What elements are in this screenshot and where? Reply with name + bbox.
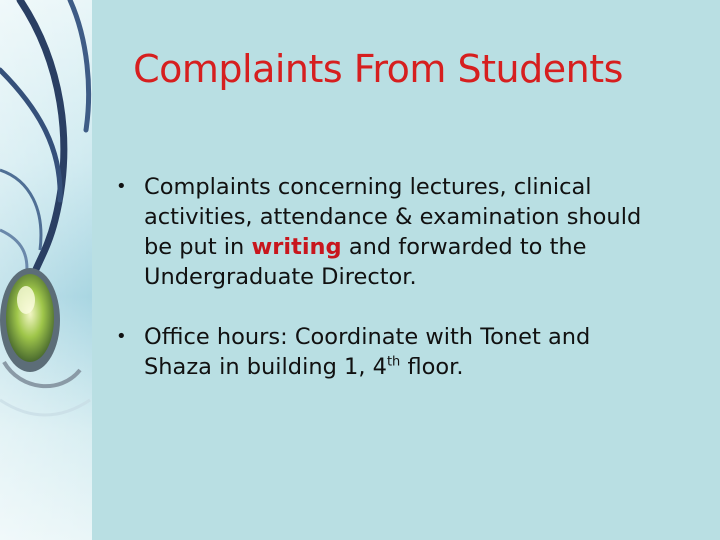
- bullet-text: Office hours: Coordinate with Tonet and Shaza in building 1, 4: [144, 324, 591, 380]
- bullet-item: [112, 322, 652, 382]
- stethoscope-image: [0, 0, 92, 540]
- bullet-text-end: and forwarded to the Undergraduate Director.: [144, 234, 587, 290]
- bullet-text-end: floor.: [407, 354, 464, 380]
- bullet-icon: •: [116, 326, 127, 347]
- ordinal-superscript: th: [386, 354, 401, 370]
- emphasized-text: writing: [251, 234, 342, 260]
- slide-title: Complaints From Students: [133, 47, 623, 91]
- bullet-item: [112, 172, 652, 292]
- stethoscope-icon: [0, 0, 92, 540]
- bullet-list: [112, 172, 652, 412]
- bullet-text: Complaints concerning lectures, clinical activities, attendance & examination should be put in: [144, 174, 642, 260]
- bullet-icon: •: [116, 176, 127, 197]
